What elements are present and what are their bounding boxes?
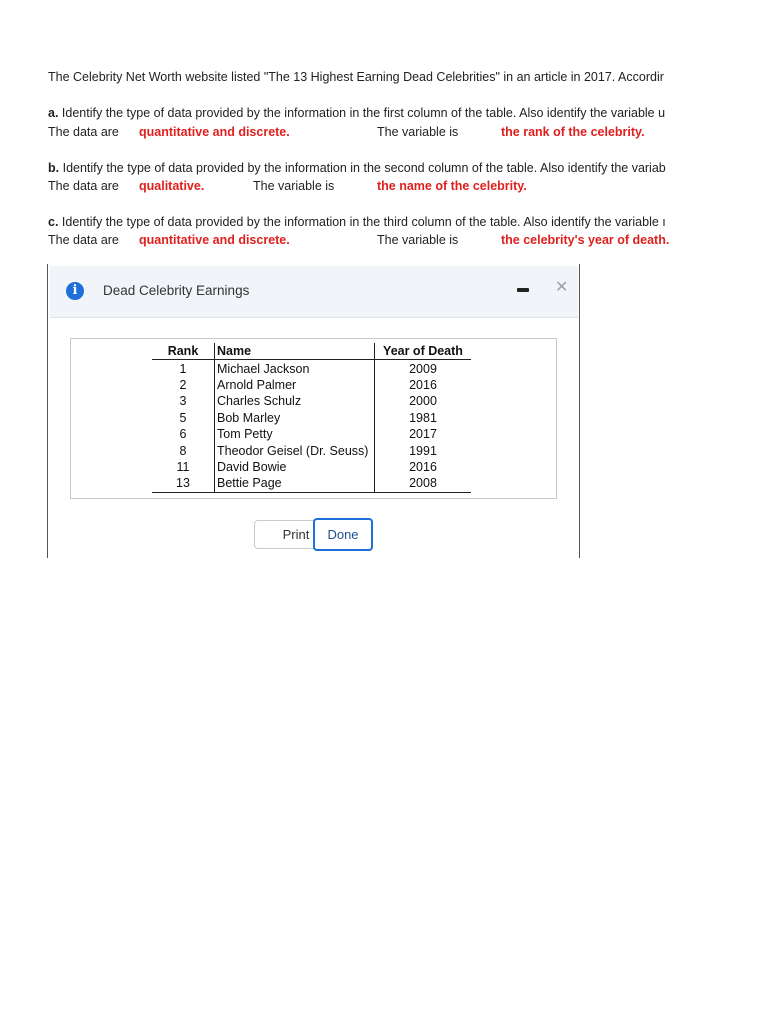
- question-b-text: Identify the type of data provided by the information in the second column of the table. Also identify the variab: [62, 161, 666, 175]
- cell-rank: 3: [179, 394, 187, 409]
- cell-rank: 2: [179, 377, 187, 392]
- cell-year: 1991: [409, 443, 437, 458]
- header-name: Name: [215, 343, 375, 360]
- dialog-title: Dead Celebrity Earnings: [103, 283, 250, 298]
- cell-name: Bob Marley: [215, 410, 375, 426]
- table-row: [152, 393, 471, 409]
- table-row: [152, 459, 471, 475]
- dialog-header: [50, 266, 578, 318]
- question-a-variable-label: The variable is: [377, 125, 459, 139]
- header-year-of-death: Year of Death: [375, 343, 472, 360]
- question-a-letter: a.: [48, 106, 59, 120]
- question-b-variable-label: The variable is: [253, 179, 335, 193]
- question-c-text: Identify the type of data provided by the information in the third column of the table. Also identify the variable ı: [61, 215, 666, 229]
- cell-rank: 1: [179, 361, 187, 376]
- cell-year: 2016: [409, 459, 437, 474]
- cell-rank: 13: [152, 475, 215, 492]
- table-row: [152, 377, 471, 393]
- cell-rank: 8: [179, 443, 187, 458]
- table-row: [152, 442, 471, 458]
- question-b-variable-answer[interactable]: the name of the celebrity.: [377, 179, 527, 193]
- table-container: [70, 338, 557, 499]
- question-a-text: Identify the type of data provided by the information in the first column of the table. Also identify the variable u: [61, 106, 666, 120]
- table-row: [152, 475, 471, 492]
- cell-name: Arnold Palmer: [215, 377, 375, 393]
- question-c-variable-label: The variable is: [377, 233, 459, 247]
- modal-right-border: [579, 264, 580, 558]
- table-row: [152, 426, 471, 442]
- question-c-variable-answer[interactable]: the celebrity's year of death.: [501, 233, 670, 247]
- cell-name: Charles Schulz: [215, 393, 375, 409]
- table-row: [152, 410, 471, 426]
- cell-year: 2000: [409, 394, 437, 409]
- question-c-data-label: The data are: [48, 233, 119, 247]
- question-b-letter: b.: [48, 161, 60, 175]
- cell-name: Theodor Geisel (Dr. Seuss): [215, 442, 375, 458]
- question-c-prompt: [48, 215, 690, 229]
- question-b-data-answer[interactable]: qualitative.: [139, 179, 205, 193]
- dead-celebrity-earnings-dialog: [50, 266, 578, 558]
- question-b-data-label: The data are: [48, 179, 119, 193]
- question-a-prompt: [48, 106, 690, 120]
- question-c-letter: c.: [48, 215, 59, 229]
- cell-rank: 5: [179, 410, 187, 425]
- cell-name: David Bowie: [215, 459, 375, 475]
- info-icon: i: [66, 282, 84, 300]
- question-a-data-answer[interactable]: quantitative and discrete.: [139, 125, 290, 139]
- cell-year: 2017: [409, 427, 437, 442]
- question-b-prompt: [48, 161, 690, 175]
- close-icon[interactable]: ✕: [555, 279, 569, 296]
- cell-rank: 6: [179, 427, 187, 442]
- cell-rank: 11: [176, 459, 190, 474]
- question-a-variable-answer[interactable]: the rank of the celebrity.: [501, 125, 645, 139]
- cell-year: 2008: [375, 475, 472, 492]
- table-header-row: [152, 343, 471, 360]
- header-rank: Rank: [152, 343, 215, 360]
- table-row: [152, 360, 471, 377]
- question-c-data-answer[interactable]: quantitative and discrete.: [139, 233, 290, 247]
- celebrity-table: [152, 343, 471, 493]
- question-a-data-label: The data are: [48, 125, 119, 139]
- minimize-icon[interactable]: [517, 288, 529, 292]
- done-button[interactable]: Done: [313, 518, 373, 551]
- cell-name: Bettie Page: [215, 475, 375, 492]
- modal-left-border: [47, 264, 48, 558]
- cell-year: 1981: [409, 410, 437, 425]
- cell-name: Michael Jackson: [215, 360, 375, 377]
- print-button[interactable]: Print: [254, 520, 338, 549]
- cell-year: 2016: [409, 377, 437, 392]
- cell-name: Tom Petty: [215, 426, 375, 442]
- cell-year: 2009: [409, 361, 437, 376]
- intro-text: The Celebrity Net Worth website listed "The 13 Highest Earning Dead Celebrities" in an article in 2017. Accordir: [48, 70, 664, 84]
